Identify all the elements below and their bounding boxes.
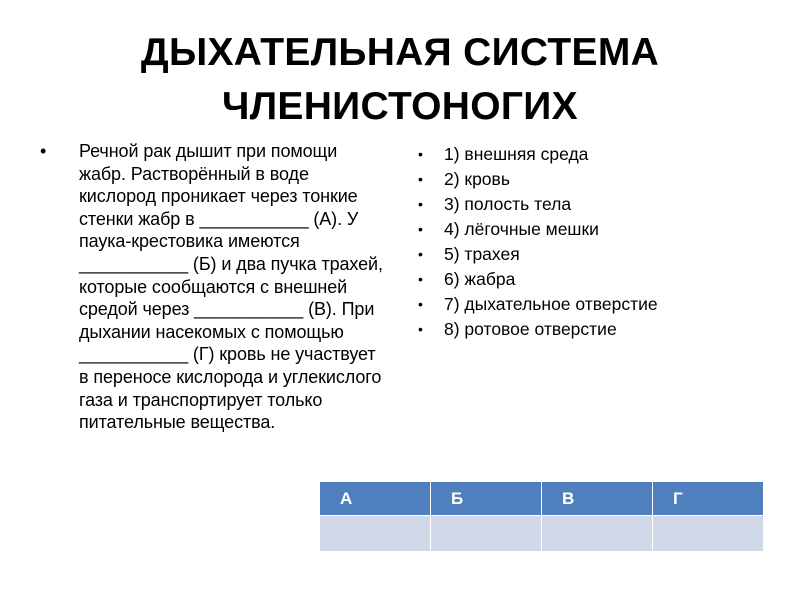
option-label: 2) кровь [444, 169, 510, 189]
answer-header-b: Б [431, 482, 542, 516]
option-item [412, 242, 772, 267]
task-text: Речной рак дышит при помощи жабр. Растворённый в воде кислород проникает через тонкие стенки жабр в ___________ (А). У паука-крестовика имеются ___________ (Б) и два пучка трахей, которые сообщаются с внешней средой через ___________ (В). При дыхании насекомых с помощью ___________ (Г) кровь не участвует в переносе кислорода и углекислого газа и транспортирует только питательные вещества. [79, 141, 383, 433]
answer-cell-b[interactable] [431, 516, 542, 552]
bullet-icon: • [418, 171, 423, 187]
option-item [412, 217, 772, 242]
task-text-block [40, 140, 385, 434]
bullet-icon: • [418, 271, 423, 287]
option-label: 1) внешняя среда [444, 144, 589, 164]
title-line-1: ДЫХАТЕЛЬНАЯ СИСТЕМА [140, 31, 660, 74]
option-item [412, 142, 772, 167]
answer-table-row [320, 516, 764, 552]
option-label: 7) дыхательное отверстие [444, 294, 658, 314]
answer-table [319, 481, 764, 552]
bullet-icon: • [418, 246, 423, 262]
bullet-icon: • [418, 196, 423, 212]
answer-header-a: А [320, 482, 431, 516]
option-label: 6) жабра [444, 269, 516, 289]
answer-cell-a[interactable] [320, 516, 431, 552]
option-item [412, 317, 772, 342]
bullet-icon: • [418, 221, 423, 237]
option-item [412, 192, 772, 217]
option-item [412, 167, 772, 192]
bullet-icon: • [40, 141, 47, 161]
bullet-icon: • [418, 321, 423, 337]
title-line-2: ЧЛЕНИСТОНОГИХ [222, 85, 578, 128]
option-item [412, 292, 772, 317]
option-label: 5) трахея [444, 244, 520, 264]
bullet-icon: • [418, 296, 423, 312]
options-list [412, 142, 772, 342]
option-item [412, 267, 772, 292]
bullet-icon: • [418, 146, 423, 162]
answer-header-v: В [542, 482, 653, 516]
answer-table-header-row [320, 482, 764, 516]
option-label: 3) полость тела [444, 194, 572, 214]
option-label: 8) ротовое отверстие [444, 319, 617, 339]
answer-cell-v[interactable] [542, 516, 653, 552]
option-label: 4) лёгочные мешки [444, 219, 599, 239]
slide-title [60, 26, 740, 134]
answer-header-g: Г [653, 482, 764, 516]
answer-cell-g[interactable] [653, 516, 764, 552]
